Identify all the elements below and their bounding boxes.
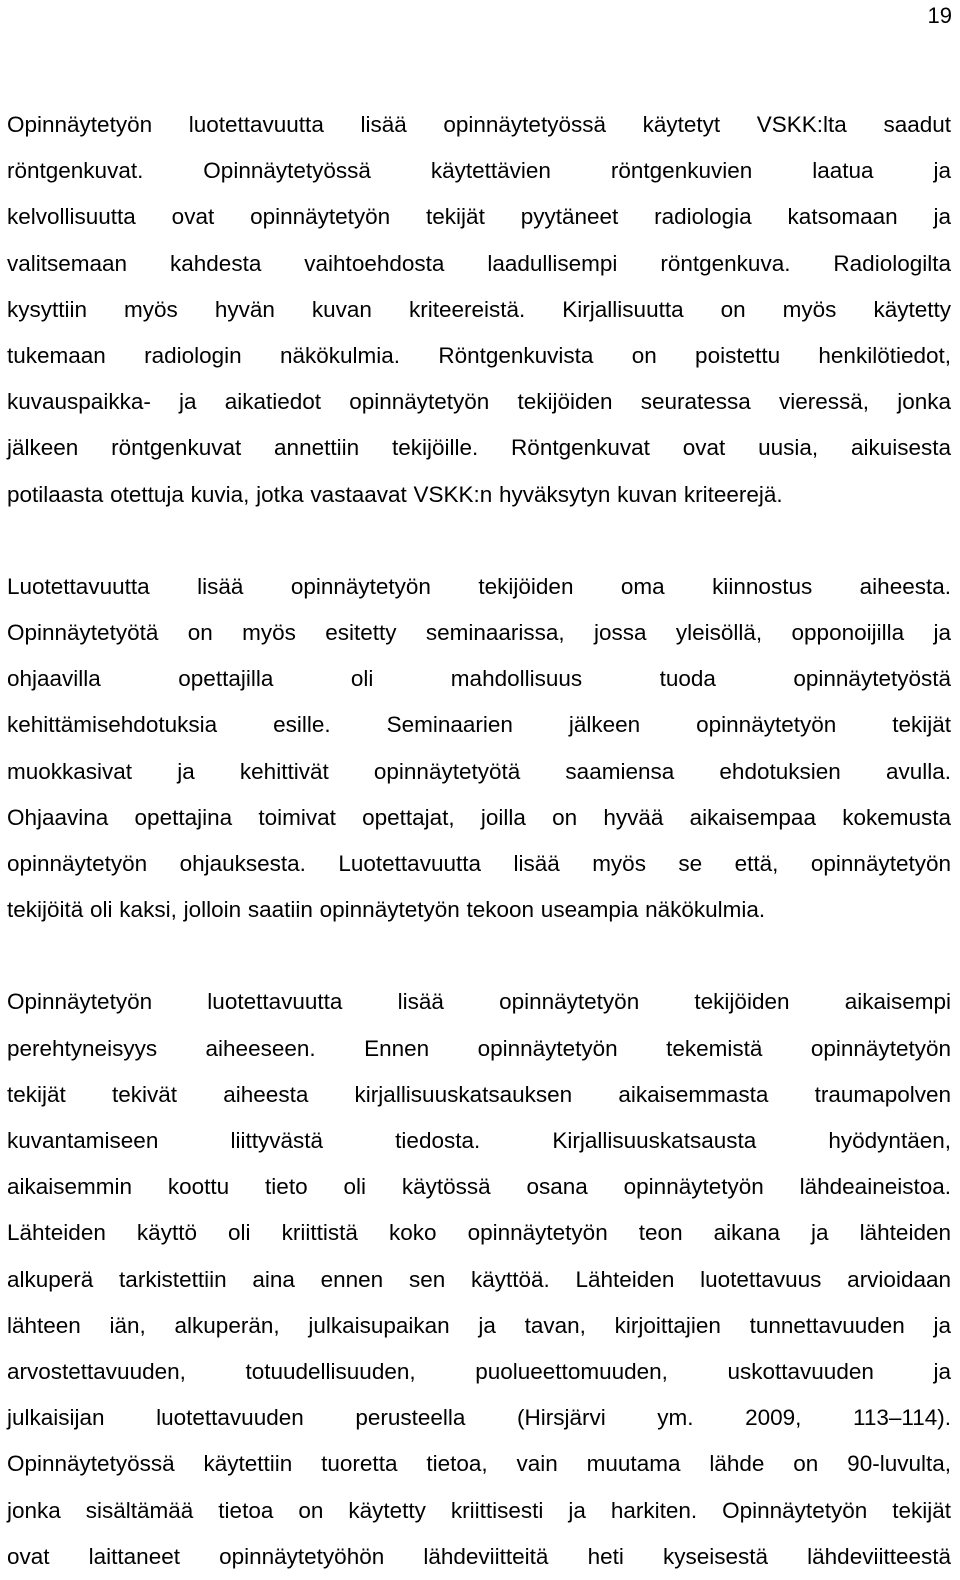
text-line: kehittämisehdotuksia esille. Seminaarien jälkeen opinnäytetyön tekijät	[7, 712, 951, 738]
text-line: ovat laittaneet opinnäytetyöhön lähdeviitteitä heti kyseisestä lähdeviitteestä	[7, 1543, 951, 1569]
text-line: Ohjaavina opettajina toimivat opettajat, joilla on hyvää aikaisempaa kokemusta	[7, 804, 951, 830]
text-line: potilaasta otettuja kuvia, jotka vastaavat VSKK:n hyväksytyn kuvan kriteerejä.	[7, 481, 783, 507]
paragraph-reliability-sources	[7, 979, 951, 1580]
text-line: kuvauspaikka- ja aikatiedot opinnäytetyön tekijöiden seuratessa vieressä, jonka	[7, 389, 951, 415]
text-line: aikaisemmin koottu tieto oli käytössä osana opinnäytetyön lähdeaineistoa.	[7, 1174, 951, 1200]
text-line: tukemaan radiologin näkökulmia. Röntgenkuvista on poistettu henkilötiedot,	[7, 343, 951, 369]
text-line: Luotettavuutta lisää opinnäytetyön tekijöiden oma kiinnostus aiheesta.	[7, 573, 951, 599]
paragraph-reliability-xrays	[7, 102, 951, 518]
page-number: 19	[927, 3, 952, 28]
text-line: röntgenkuvat. Opinnäytetyössä käytettävien röntgenkuvien laatua ja	[7, 158, 951, 184]
text-line: kuvantamiseen liittyvästä tiedosta. Kirjallisuuskatsausta hyödyntäen,	[7, 1128, 951, 1154]
text-line: jonka sisältämää tietoa on käytetty kriittisesti ja harkiten. Opinnäytetyön tekijät	[7, 1497, 951, 1523]
text-line: ohjaavilla opettajilla oli mahdollisuus tuoda opinnäytetyöstä	[7, 666, 951, 692]
text-line: Opinnäytetyötä on myös esitetty seminaarissa, jossa yleisöllä, opponoijilla ja	[7, 620, 951, 646]
paragraph-reliability-seminar	[7, 564, 951, 934]
text-line: julkaisijan luotettavuuden perusteella (Hirsjärvi ym. 2009, 113–114).	[7, 1405, 951, 1431]
text-line: lähteen iän, alkuperän, julkaisupaikan ja tavan, kirjoittajien tunnettavuuden ja	[7, 1312, 951, 1338]
text-line: jälkeen röntgenkuvat annettiin tekijöille. Röntgenkuvat ovat uusia, aikuisesta	[7, 435, 951, 461]
text-line: valitsemaan kahdesta vaihtoehdosta laadullisempi röntgenkuva. Radiologilta	[7, 250, 951, 276]
text-line: alkuperä tarkistettiin aina ennen sen käyttöä. Lähteiden luotettavuus arvioidaan	[7, 1266, 951, 1292]
text-line: Opinnäytetyön luotettavuutta lisää opinnäytetyössä käytetyt VSKK:lta saadut	[7, 112, 951, 137]
text-line: arvostettavuuden, totuudellisuuden, puolueettomuuden, uskottavuuden ja	[7, 1359, 951, 1385]
text-line: tekijät tekivät aiheesta kirjallisuuskatsauksen aikaisemmasta traumapolven	[7, 1081, 951, 1107]
text-line: opinnäytetyön ohjauksesta. Luotettavuutta lisää myös se että, opinnäytetyön	[7, 851, 951, 877]
text-line: perehtyneisyys aiheeseen. Ennen opinnäytetyön tekemistä opinnäytetyön	[7, 1035, 951, 1061]
text-line: Lähteiden käyttö oli kriittistä koko opinnäytetyön teon aikana ja lähteiden	[7, 1220, 951, 1246]
text-line: kelvollisuutta ovat opinnäytetyön tekijät pyytäneet radiologia katsomaan ja	[7, 204, 951, 230]
text-line: Opinnäytetyön luotettavuutta lisää opinnäytetyön tekijöiden aikaisempi	[7, 989, 951, 1015]
text-line: Opinnäytetyössä käytettiin tuoretta tietoa, vain muutama lähde on 90-luvulta,	[7, 1451, 951, 1477]
text-line: muokkasivat ja kehittivät opinnäytetyötä saamiensa ehdotuksien avulla.	[7, 758, 951, 784]
document-body	[7, 102, 951, 1580]
text-line: tekijöitä oli kaksi, jolloin saatiin opinnäytetyön tekoon useampia näkökulmia.	[7, 897, 766, 923]
text-line: kysyttiin myös hyvän kuvan kriteereistä. Kirjallisuutta on myös käytetty	[7, 296, 951, 322]
